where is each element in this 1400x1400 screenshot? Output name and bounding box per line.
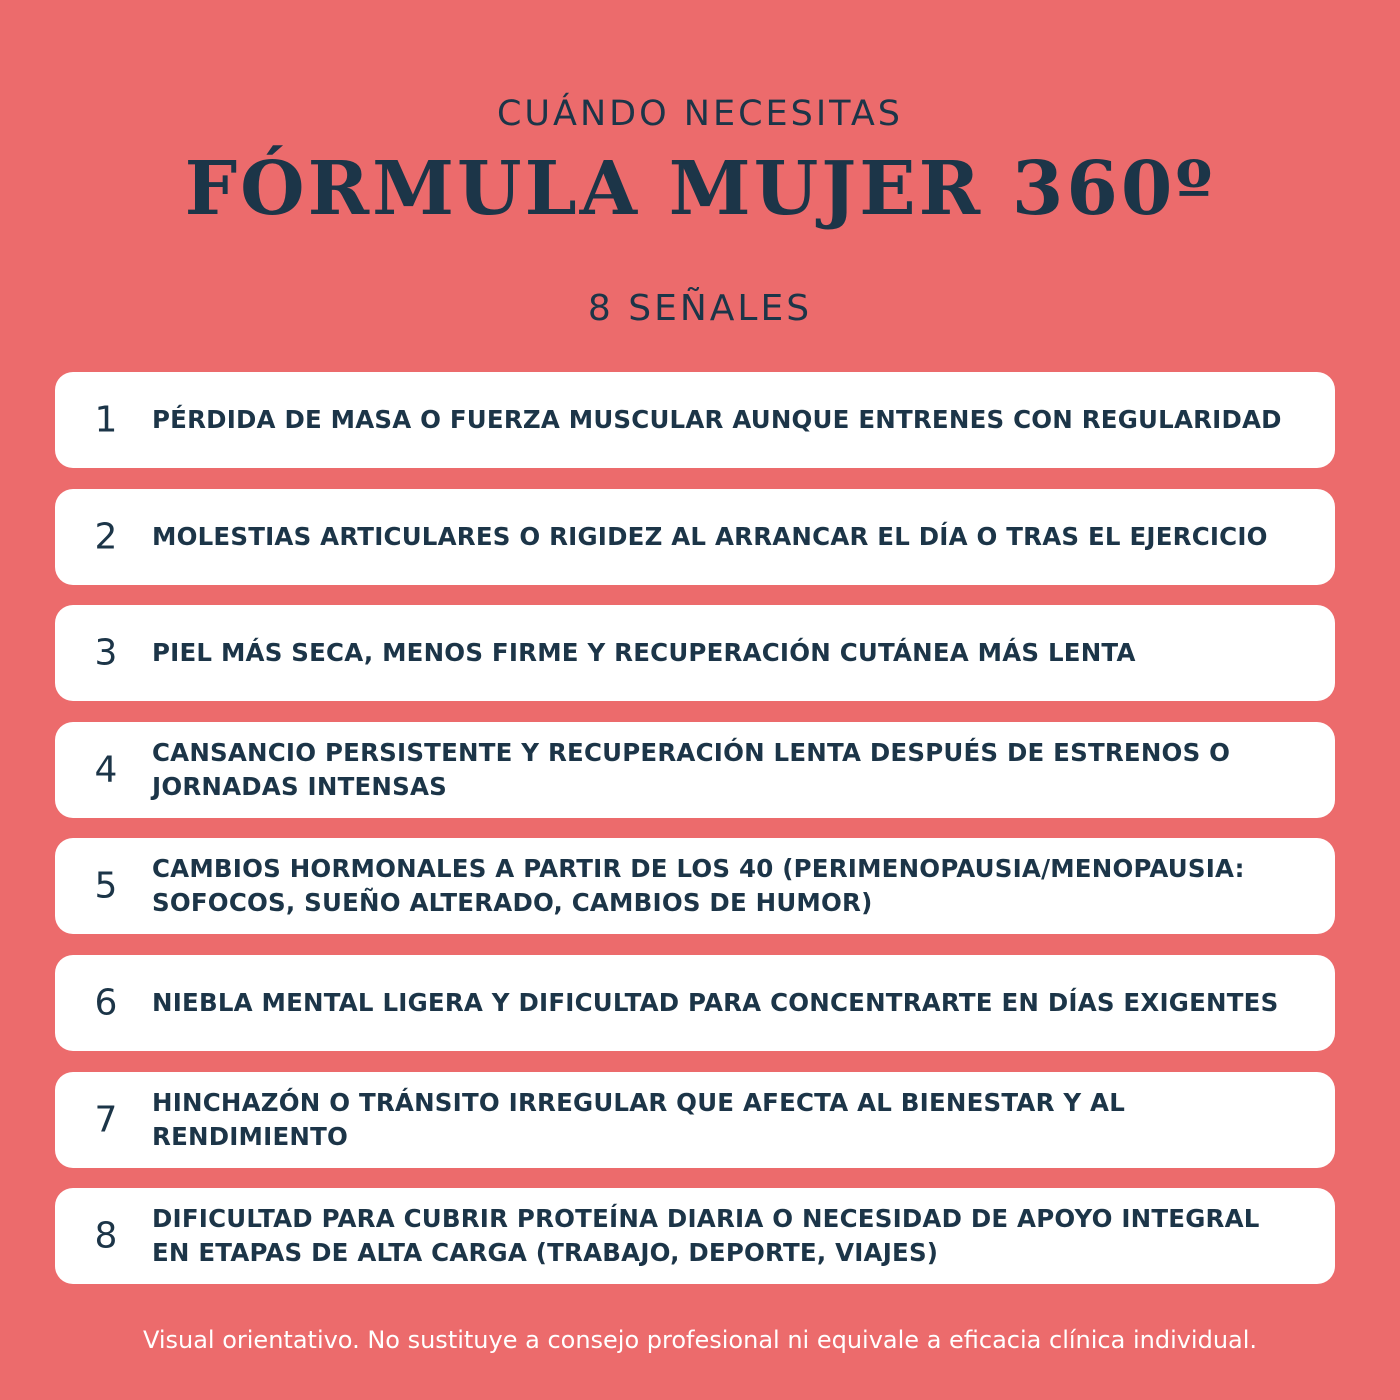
signal-number: 5 <box>94 865 118 907</box>
page-title: FÓRMULA MUJER 360º <box>184 146 1216 232</box>
signal-number: 2 <box>94 516 118 558</box>
subtitle-heading: 8 SEÑALES <box>587 288 813 329</box>
signal-card-5 <box>55 838 1335 934</box>
signal-card-6 <box>55 955 1335 1051</box>
signal-card-2 <box>55 489 1335 585</box>
signal-number: 7 <box>94 1099 118 1141</box>
signal-card-4 <box>55 722 1335 818</box>
signal-card-7 <box>55 1072 1335 1168</box>
signal-number: 4 <box>94 749 118 791</box>
signal-number: 6 <box>94 982 118 1024</box>
signals-list <box>55 372 1335 1305</box>
signal-text: PÉRDIDA DE MASA O FUERZA MUSCULAR AUNQUE ENTRENES CON REGULARIDAD <box>152 405 1282 434</box>
signal-text: PIEL MÁS SECA, MENOS FIRME Y RECUPERACIÓN CUTÁNEA MÁS LENTA <box>152 638 1136 668</box>
signal-number: 1 <box>94 399 118 441</box>
signal-text: CAMBIOS HORMONALES A PARTIR DE LOS 40 (PERIMENOPAUSIA/MENOPAUSIA: SOFOCOS, SUEÑO ALTERADO, CAMBIOS DE HUMOR) <box>152 854 1245 918</box>
kicker-heading: CUÁNDO NECESITAS <box>496 94 903 134</box>
signal-text: HINCHAZÓN O TRÁNSITO IRREGULAR QUE AFECTA AL BIENESTAR Y AL RENDIMIENTO <box>152 1087 1126 1151</box>
signal-number: 3 <box>94 632 118 674</box>
signal-text: CANSANCIO PERSISTENTE Y RECUPERACIÓN LENTA DESPUÉS DE ESTRENOS O JORNADAS INTENSAS <box>152 737 1231 801</box>
signal-card-3 <box>55 605 1335 701</box>
signal-card-1 <box>55 372 1335 468</box>
signal-text: DIFICULTAD PARA CUBRIR PROTEÍNA DIARIA O NECESIDAD DE APOYO INTEGRAL EN ETAPAS DE ALTA CARGA (TRABAJO, DEPORTE, VIAJES) <box>152 1204 1260 1268</box>
signal-text: MOLESTIAS ARTICULARES O RIGIDEZ AL ARRANCAR EL DÍA O TRAS EL EJERCICIO <box>152 521 1268 551</box>
signal-text: NIEBLA MENTAL LIGERA Y DIFICULTAD PARA CONCENTRARTE EN DÍAS EXIGENTES <box>152 987 1279 1017</box>
disclaimer-text: Visual orientativo. No sustituye a consejo profesional ni equivale a eficacia clínica individual. <box>142 1326 1258 1354</box>
signal-card-8 <box>55 1188 1335 1284</box>
signal-number: 8 <box>94 1215 118 1257</box>
